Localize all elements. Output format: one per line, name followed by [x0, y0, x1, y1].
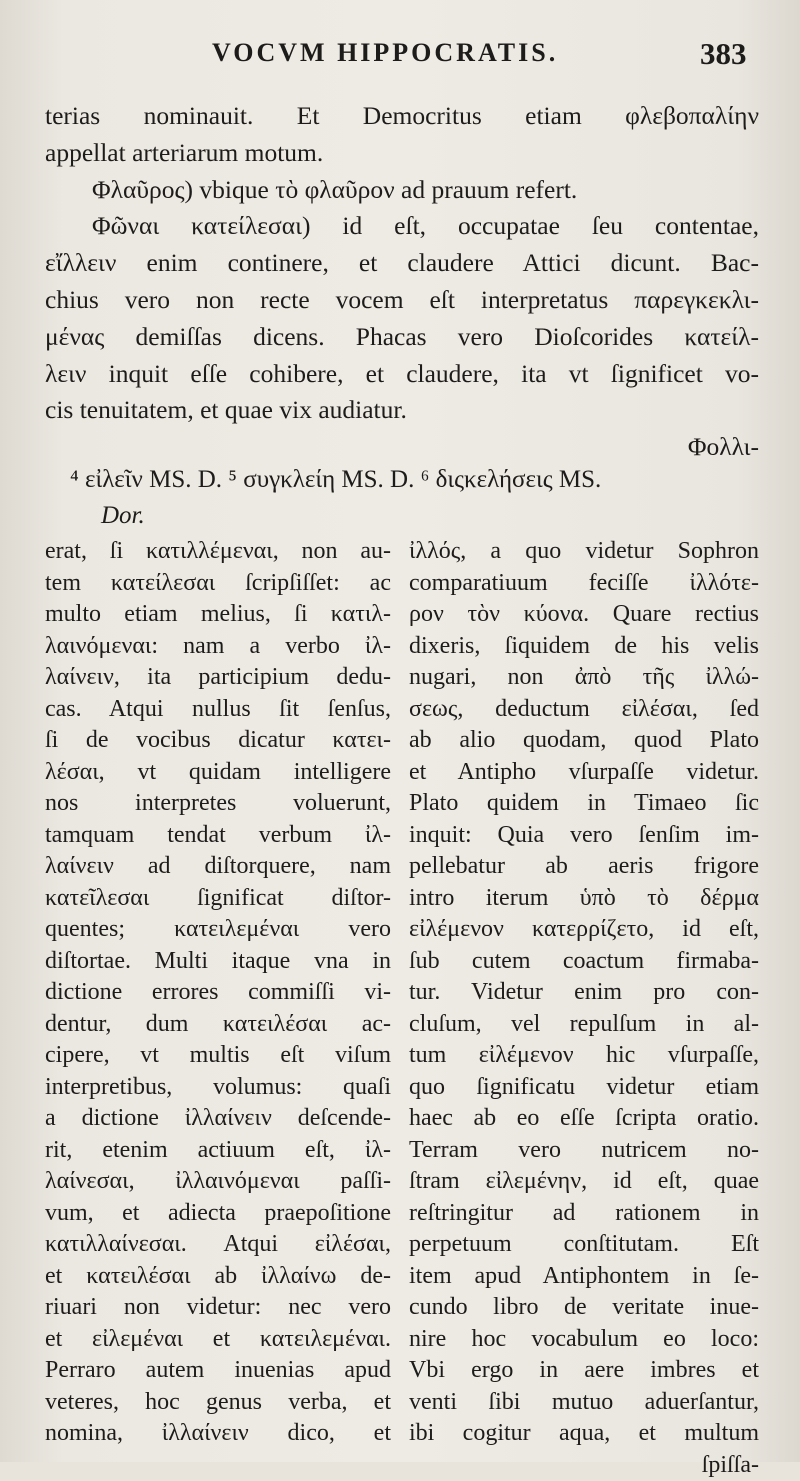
column-line: λέσαι, vt quidam intelligere	[45, 757, 391, 789]
column-line: haec ab eo eſſe ſcripta oratio.	[409, 1103, 759, 1135]
column-line: reſtringitur ad rationem in	[409, 1198, 759, 1230]
column-line: et Antipho vſurpaſſe videtur.	[409, 757, 759, 789]
text-line: Φλαῦρος) vbique τὸ φλαῦρον ad prauum refert.	[45, 172, 759, 209]
catchword: ſpiſſa-	[409, 1450, 759, 1481]
column-line: quo ſignificatu videtur etiam	[409, 1072, 759, 1104]
column-line: κατιλλαίνεσαι. Atqui εἰλέσαι,	[45, 1229, 391, 1261]
column-line: perpetuum conſtitutam. Eſt	[409, 1229, 759, 1261]
column-line: ſtram εἰλεμένην, id eſt, quae	[409, 1166, 759, 1198]
right-column	[409, 536, 759, 1481]
text-line: μένας demiſſas dicens. Phacas vero Dioſcorides κατείλ-	[45, 319, 759, 356]
column-line: cundo libro de veritate inue-	[409, 1292, 759, 1324]
column-line: Vbi ergo in aere imbres et	[409, 1355, 759, 1387]
column-line: Plato quidem in Timaeo ſic	[409, 788, 759, 820]
column-line: ρον τὸν κύονα. Quare rectius	[409, 599, 759, 631]
column-line: dixeris, ſiquidem de his velis	[409, 631, 759, 663]
column-line: ſi de vocibus dicatur κατει-	[45, 725, 391, 757]
column-line: veteres, hoc genus verba, et	[45, 1387, 391, 1419]
column-line: cipere, vt multis eſt viſum	[45, 1040, 391, 1072]
column-line: κατεῖλεσαι ſignificat diſtor-	[45, 883, 391, 915]
column-line: dentur, dum κατειλέσαι ac-	[45, 1009, 391, 1041]
catchword-upper: Φολλι-	[45, 429, 759, 466]
column-line: ibi cogitur aqua, et multum	[409, 1418, 759, 1450]
column-line: nomina, ἰλλαίνειν dico, et	[45, 1418, 391, 1450]
column-line: multo etiam melius, ſi κατιλ-	[45, 599, 391, 631]
column-line: pellebatur ab aeris frigore	[409, 851, 759, 883]
column-line: intro iterum ὑπὸ τὸ δέρμα	[409, 883, 759, 915]
column-line: Terram vero nutricem no-	[409, 1135, 759, 1167]
column-line: a dictione ἰλλαίνειν deſcende-	[45, 1103, 391, 1135]
footnotes	[70, 462, 760, 534]
page-header	[0, 34, 800, 74]
text-line: cis tenuitatem, et quae vix audiatur.	[45, 392, 759, 429]
column-line: interpretibus, volumus: quaſi	[45, 1072, 391, 1104]
column-line: Perraro autem inuenias apud	[45, 1355, 391, 1387]
column-line: ἰλλός, a quo videtur Sophron	[409, 536, 759, 568]
footnote-line: Dor.	[70, 498, 760, 534]
left-column	[45, 536, 391, 1450]
column-line: nire hoc vocabulum eo loco:	[409, 1324, 759, 1356]
page-number: 383	[700, 36, 747, 72]
column-line: comparatiuum feciſſe ἰλλότε-	[409, 568, 759, 600]
column-line: item apud Antiphontem in ſe-	[409, 1261, 759, 1293]
text-line: appellat arteriarum motum.	[45, 135, 759, 172]
column-line: λαίνειν ad diſtorquere, nam	[45, 851, 391, 883]
column-line: nugari, non ἀπὸ τῆς ἰλλώ-	[409, 662, 759, 694]
running-title: VOCVM HIPPOCRATIS.	[212, 38, 558, 68]
column-line: tamquam tendat verbum ἰλ-	[45, 820, 391, 852]
column-line: diſtortae. Multi itaque vna in	[45, 946, 391, 978]
column-line: quentes; κατειλεμέναι vero	[45, 914, 391, 946]
column-line: et κατειλέσαι ab ἰλλαίνω de-	[45, 1261, 391, 1293]
column-line: tur. Videtur enim pro con-	[409, 977, 759, 1009]
column-line: et εἰλεμέναι et κατειλεμέναι.	[45, 1324, 391, 1356]
column-line: erat, ſi κατιλλέμεναι, non au-	[45, 536, 391, 568]
column-line: cluſum, vel repulſum in al-	[409, 1009, 759, 1041]
column-line: εἰλέμενον κατερρίζετο, id eſt,	[409, 914, 759, 946]
column-line: riuari non videtur: nec vero	[45, 1292, 391, 1324]
column-line: λαίνειν, ita participium dedu-	[45, 662, 391, 694]
text-line: εἴλλειν enim continere, et claudere Attici dicunt. Bac-	[45, 245, 759, 282]
text-line: λειν inquit eſſe cohibere, et claudere, ita vt ſignificet vo-	[45, 356, 759, 393]
column-line: vum, et adiecta praepoſitione	[45, 1198, 391, 1230]
text-line: terias nominauit. Et Democritus etiam φλεβοπαλίην	[45, 98, 759, 135]
text-line: Φῶναι κατείλεσαι) id eſt, occupatae ſeu contentae,	[45, 208, 759, 245]
column-line: ſub cutem coactum firmaba-	[409, 946, 759, 978]
column-line: rit, etenim actiuum eſt, ἰλ-	[45, 1135, 391, 1167]
footnote-line: ⁴ εἰλεῖν MS. D. ⁵ συγκλείη MS. D. ⁶ διςκελήσεις MS.	[70, 462, 760, 498]
text-line: chius vero non recte vocem eſt interpretatus παρεγκεκλι-	[45, 282, 759, 319]
column-line: inquit: Quia vero ſenſim im-	[409, 820, 759, 852]
column-line: ab alio quodam, quod Plato	[409, 725, 759, 757]
column-line: λαίνεσαι, ἰλλαινόμεναι paſſi-	[45, 1166, 391, 1198]
column-line: venti ſibi mutuo aduerſantur,	[409, 1387, 759, 1419]
column-line: σεως, deductum εἰλέσαι, ſed	[409, 694, 759, 726]
column-line: tem κατείλεσαι ſcripſiſſet: ac	[45, 568, 391, 600]
column-line: tum εἰλέμενον hic vſurpaſſe,	[409, 1040, 759, 1072]
column-line: nos interpretes voluerunt,	[45, 788, 391, 820]
main-text-block	[45, 98, 759, 466]
column-line: dictione errores commiſſi vi-	[45, 977, 391, 1009]
column-line: λαινόμεναι: nam a verbo ἰλ-	[45, 631, 391, 663]
column-line: cas. Atqui nullus ſit ſenſus,	[45, 694, 391, 726]
